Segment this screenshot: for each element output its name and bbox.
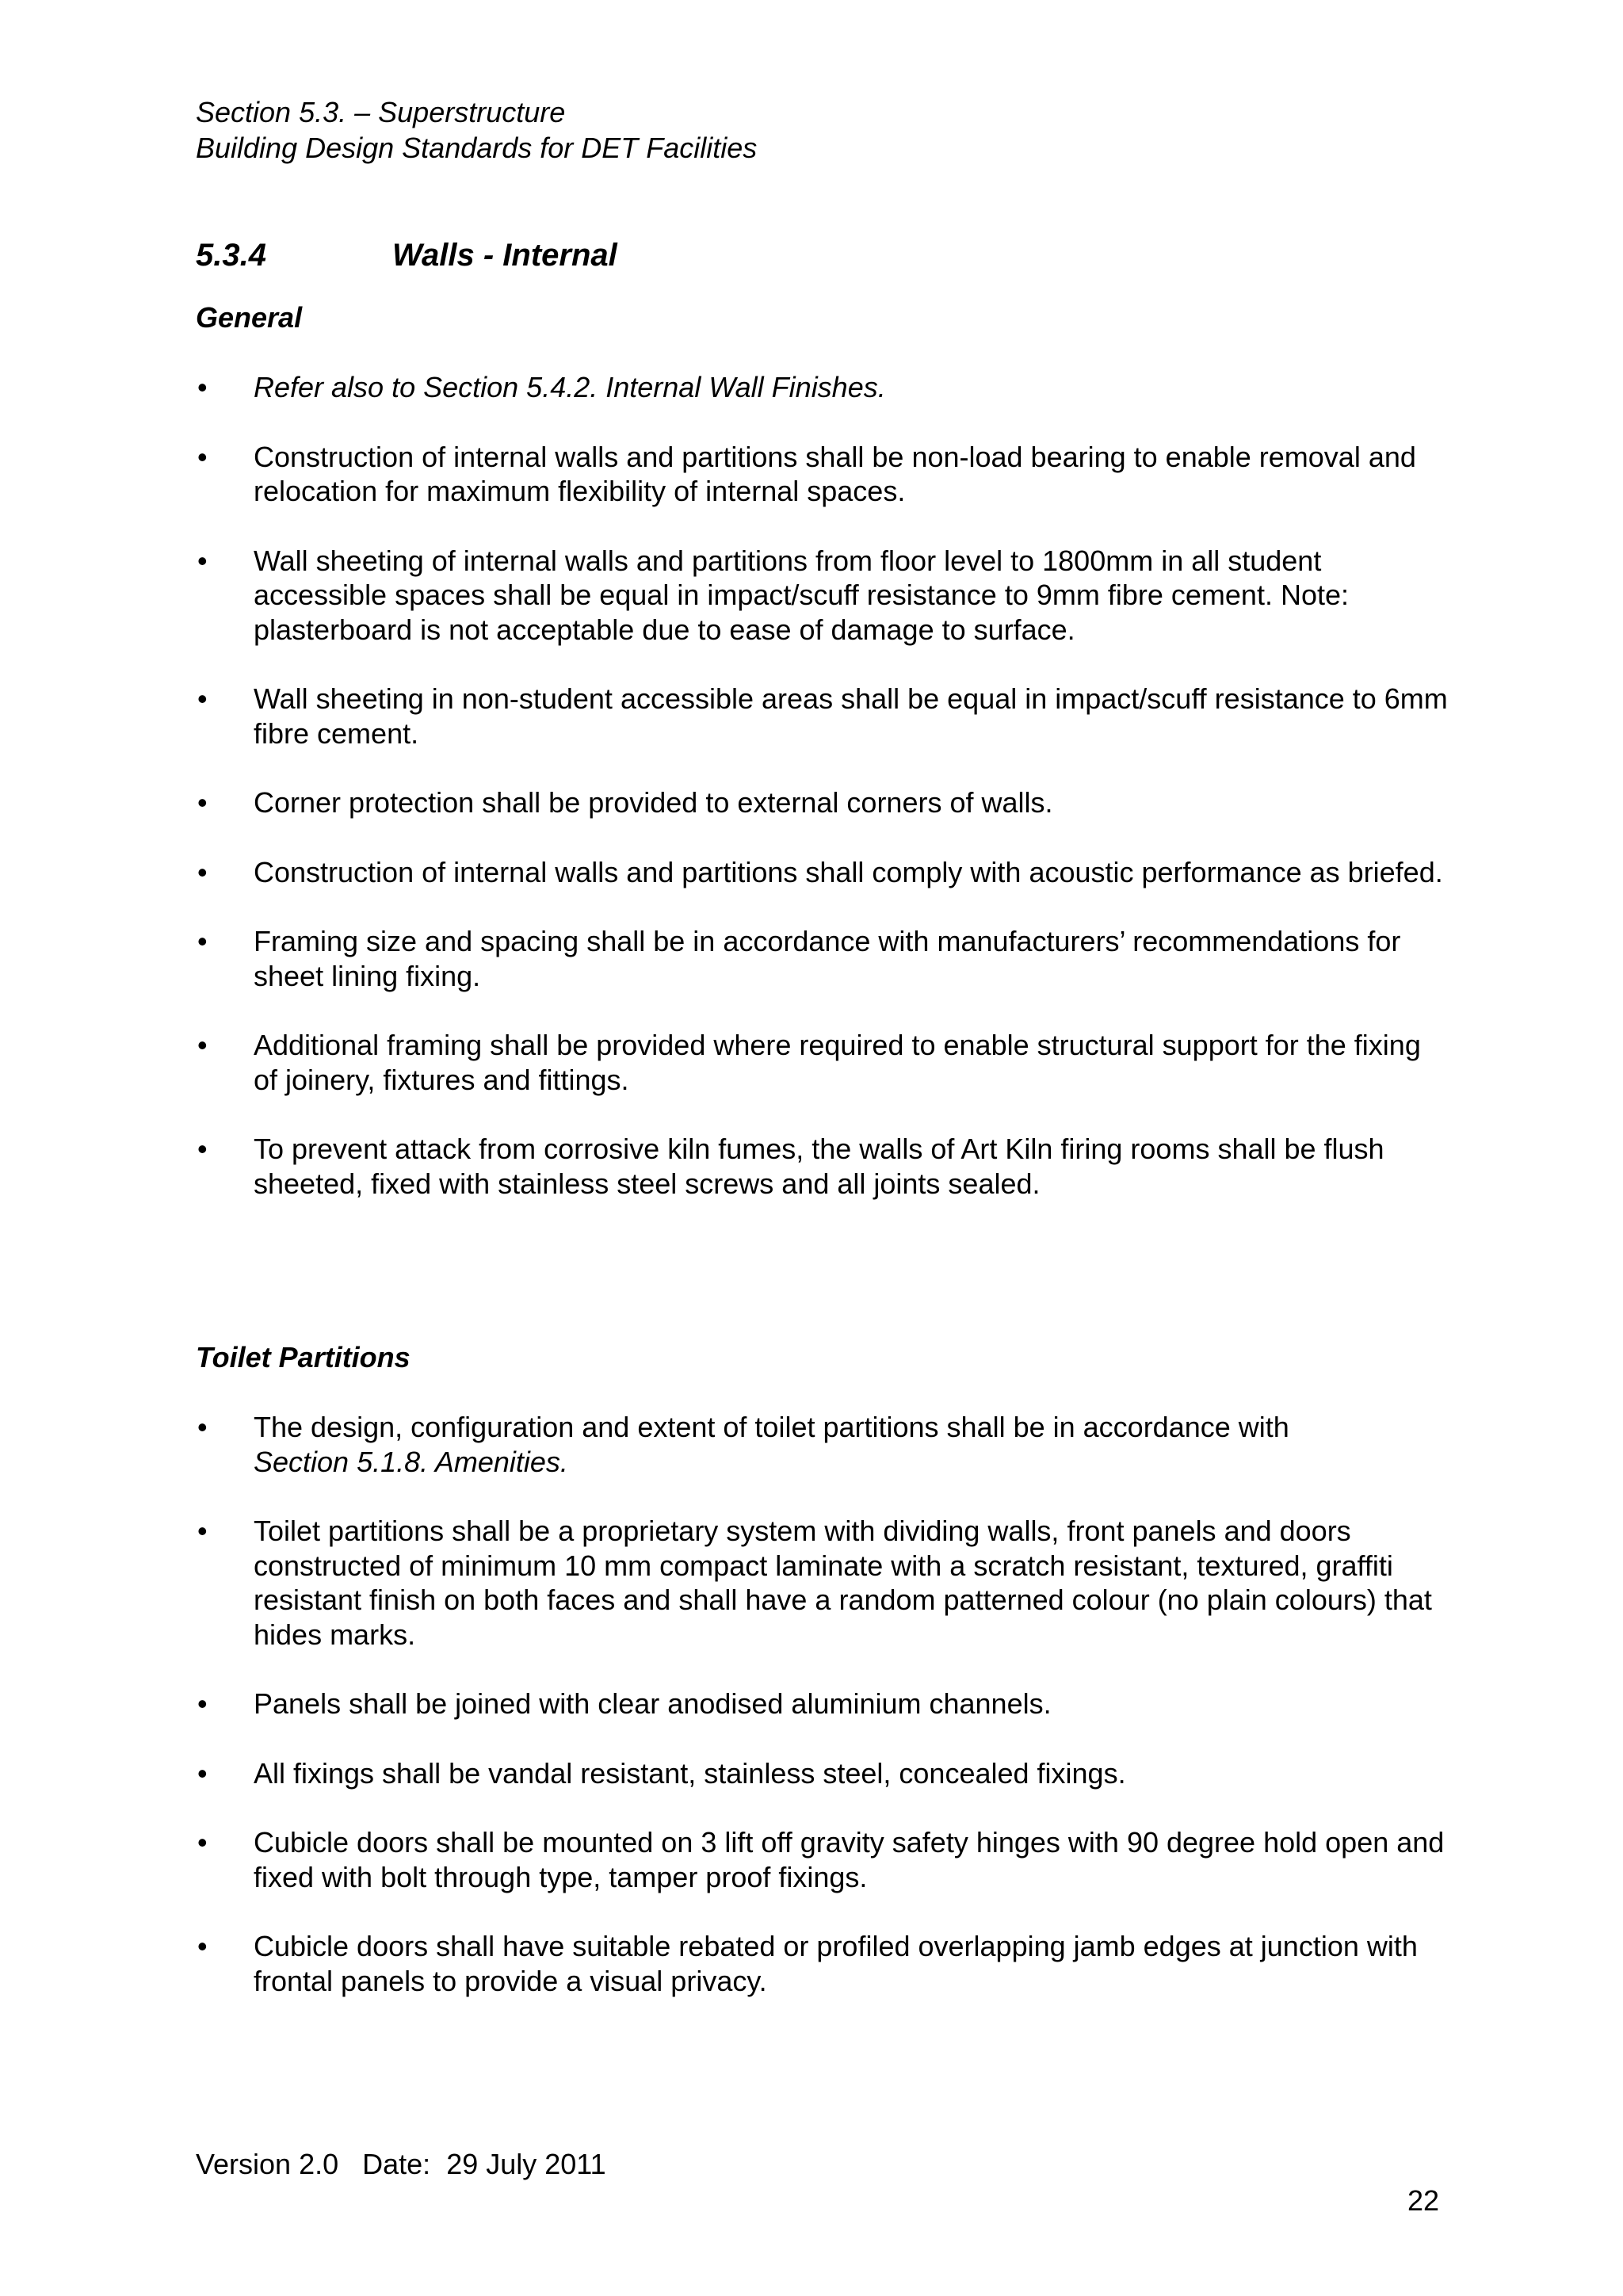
page-footer bbox=[196, 2146, 606, 2182]
bullet-icon: • bbox=[197, 1756, 208, 1790]
list-item bbox=[196, 1756, 1448, 1791]
list-item-text: Panels shall be joined with clear anodised aluminium channels. bbox=[254, 1687, 1052, 1720]
list-item bbox=[196, 370, 1448, 405]
list-item bbox=[196, 1929, 1448, 1998]
bullet-icon: • bbox=[197, 1411, 208, 1443]
list-item-text: To prevent attack from corrosive kiln fumes, the walls of Art Kiln firing rooms shall be flush sheeted, fixed with stainless steel screws and all joints sealed. bbox=[254, 1133, 1384, 1200]
general-bullet-list bbox=[196, 370, 1448, 1236]
bullet-icon: • bbox=[197, 440, 208, 473]
section-number: 5.3.4 bbox=[196, 238, 266, 273]
list-item bbox=[196, 1410, 1448, 1479]
version-label: Version 2.0 bbox=[196, 2148, 339, 2180]
bullet-icon: • bbox=[197, 925, 208, 957]
list-item bbox=[196, 1687, 1448, 1721]
list-item-text: Construction of internal walls and partitions shall comply with acoustic performance as briefed. bbox=[254, 855, 1443, 888]
list-item bbox=[196, 1825, 1448, 1894]
list-item bbox=[196, 924, 1448, 993]
list-item-text: Toilet partitions shall be a proprietary system with dividing walls, front panels and doors constructed of minimum 10 mm compact laminate with a scratch resistant, textured, graffiti resistant finish on both faces and shall have a random patterned colour (no plain colours) that hides marks. bbox=[254, 1515, 1432, 1651]
header-document-title: Building Design Standards for DET Facilities bbox=[196, 132, 758, 164]
bullet-icon: • bbox=[197, 1515, 208, 1547]
toilet-partitions-heading: Toilet Partitions bbox=[196, 1341, 411, 1373]
bullet-icon: • bbox=[197, 855, 208, 888]
list-item bbox=[196, 1028, 1448, 1097]
list-item-text: Corner protection shall be provided to external corners of walls. bbox=[254, 786, 1053, 819]
list-item bbox=[196, 1514, 1448, 1652]
bullet-icon: • bbox=[197, 544, 208, 577]
page-header bbox=[196, 94, 757, 166]
list-item bbox=[196, 440, 1448, 509]
bullet-icon: • bbox=[197, 371, 208, 403]
bullet-icon: • bbox=[197, 682, 208, 715]
toilet-bullet-list bbox=[196, 1410, 1448, 2033]
list-item bbox=[196, 1132, 1448, 1201]
list-item-text: Cubicle doors shall have suitable rebated or profiled overlapping jamb edges at junction with frontal panels to provide a visual privacy. bbox=[254, 1930, 1418, 1997]
bullet-icon: • bbox=[197, 1133, 208, 1165]
list-item bbox=[196, 785, 1448, 820]
list-item bbox=[196, 544, 1448, 648]
bullet-icon: • bbox=[197, 786, 208, 819]
list-item-text: The design, configuration and extent of toilet partitions shall be in accordance with bbox=[254, 1411, 1289, 1443]
list-item-text: Construction of internal walls and partitions shall be non-load bearing to enable removal and relocation for maximum flexibility of internal spaces. bbox=[254, 440, 1416, 507]
general-heading: General bbox=[196, 301, 303, 334]
list-item bbox=[196, 682, 1448, 751]
list-item-text: Wall sheeting of internal walls and partitions from floor level to 1800mm in all student accessible spaces shall be equal in impact/scuff resistance to 9mm fibre cement. Note: plasterboard is not acceptable due to ease of damage to surface. bbox=[254, 544, 1349, 646]
list-item-text: All fixings shall be vandal resistant, stainless steel, concealed fixings. bbox=[254, 1756, 1126, 1790]
section-title: Walls - Internal bbox=[392, 238, 617, 273]
page-number: 22 bbox=[1407, 2184, 1439, 2217]
list-item bbox=[196, 855, 1448, 890]
section-reference: Section 5.1.8. Amenities. bbox=[254, 1445, 568, 1478]
bullet-icon: • bbox=[197, 1930, 208, 1962]
list-item-text: Wall sheeting in non-student accessible areas shall be equal in impact/scuff resistance to 6mm fibre cement. bbox=[254, 682, 1448, 750]
section-heading bbox=[196, 235, 617, 275]
bullet-icon: • bbox=[197, 1687, 208, 1720]
bullet-icon: • bbox=[197, 1029, 208, 1061]
header-section-line: Section 5.3. – Superstructure bbox=[196, 96, 566, 128]
list-item-text: Refer also to Section 5.4.2. Internal Wall Finishes. bbox=[254, 371, 886, 403]
date-label: Date: 29 July 2011 bbox=[362, 2148, 606, 2180]
list-item-text: Additional framing shall be provided where required to enable structural support for the fixing of joinery, fixtures and fittings. bbox=[254, 1029, 1421, 1096]
bullet-icon: • bbox=[197, 1826, 208, 1859]
list-item-text: Cubicle doors shall be mounted on 3 lift off gravity safety hinges with 90 degree hold open and fixed with bolt through type, tamper proof fixings. bbox=[254, 1826, 1445, 1893]
list-item-text: Framing size and spacing shall be in accordance with manufacturers’ recommendations for sheet lining fixing. bbox=[254, 925, 1401, 992]
